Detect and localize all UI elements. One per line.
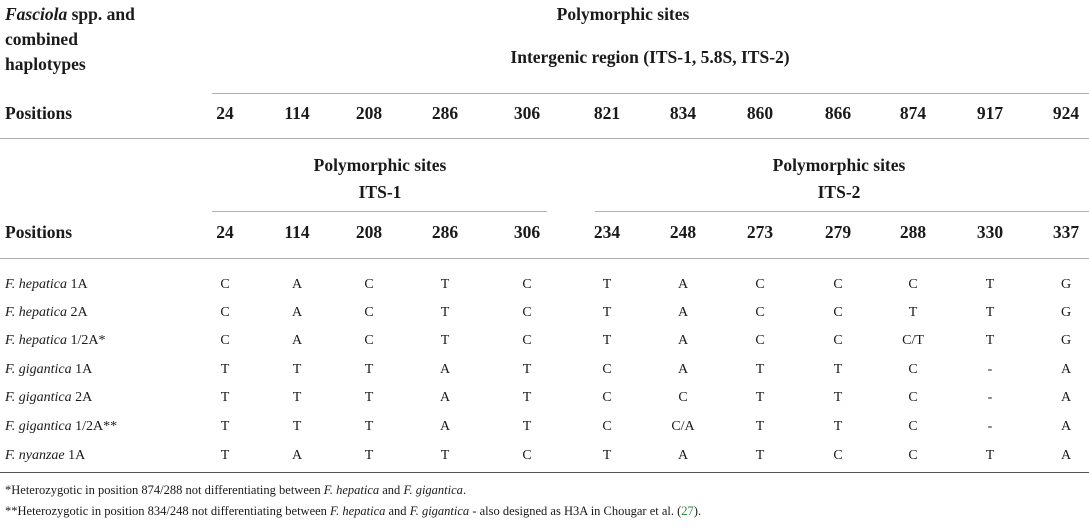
its-position-1: 114 bbox=[284, 222, 310, 242]
table-cell: A bbox=[1060, 419, 1072, 434]
table-cell: T bbox=[908, 305, 918, 320]
intergenic-position-1: 114 bbox=[284, 103, 310, 123]
table-cell: A bbox=[291, 333, 303, 348]
table-cell: - bbox=[987, 362, 993, 377]
table-cell: T bbox=[602, 305, 612, 320]
table-cell: T bbox=[755, 390, 765, 405]
table-cell: T bbox=[220, 390, 230, 405]
its-position-6: 248 bbox=[669, 222, 697, 242]
table-cell: A bbox=[677, 305, 689, 320]
table-cell: C bbox=[678, 390, 688, 405]
table-cell: G bbox=[1060, 305, 1072, 320]
row-label: F. gigantica 2A bbox=[5, 390, 93, 405]
species-header-line3: haplotypes bbox=[5, 54, 86, 74]
table-cell: C bbox=[220, 305, 230, 320]
table-cell: T bbox=[755, 448, 765, 463]
table-cell: A bbox=[439, 419, 451, 434]
table-cell: T bbox=[440, 277, 450, 292]
table-cell: C/A bbox=[671, 419, 695, 434]
table-cell: A bbox=[1060, 390, 1072, 405]
table-cell: C bbox=[220, 333, 230, 348]
its-position-10: 330 bbox=[976, 222, 1004, 242]
its-position-3: 286 bbox=[431, 222, 459, 242]
intergenic-position-3: 286 bbox=[431, 103, 459, 123]
footnote-1: *Heterozygotic in position 874/288 not differentiating between F. hepatica and F. gigantica. bbox=[5, 483, 467, 497]
table-cell: T bbox=[522, 419, 532, 434]
table-cell: G bbox=[1060, 333, 1072, 348]
row-label: F. hepatica 1A bbox=[5, 277, 88, 292]
its-position-7: 273 bbox=[746, 222, 774, 242]
table-cell: T bbox=[522, 362, 532, 377]
table-cell: C bbox=[908, 419, 918, 434]
table-cell: C bbox=[755, 333, 765, 348]
table-cell: - bbox=[987, 419, 993, 434]
row-label: F. gigantica 1A bbox=[5, 362, 93, 377]
its-position-2: 208 bbox=[355, 222, 383, 242]
table-cell: G bbox=[1060, 277, 1072, 292]
table-cell: T bbox=[440, 448, 450, 463]
its1-title: Polymorphic sites bbox=[313, 155, 447, 175]
table-cell: A bbox=[291, 448, 303, 463]
table-cell: T bbox=[833, 390, 843, 405]
table-cell: C bbox=[833, 333, 843, 348]
intergenic-position-8: 866 bbox=[824, 103, 852, 123]
table-cell: A bbox=[439, 362, 451, 377]
table-cell: T bbox=[220, 362, 230, 377]
top-subtitle: Intergenic region (ITS-1, 5.8S, ITS-2) bbox=[510, 47, 790, 67]
table-cell: C bbox=[833, 448, 843, 463]
table-cell: T bbox=[985, 333, 995, 348]
its1-span-rule bbox=[212, 211, 547, 212]
species-header-line2: combined bbox=[5, 29, 78, 49]
row-label: F. hepatica 1/2A* bbox=[5, 333, 106, 348]
divider-rule-1 bbox=[0, 138, 1089, 139]
table-cell: C bbox=[522, 277, 532, 292]
table-cell: C bbox=[833, 277, 843, 292]
table-cell: C/T bbox=[902, 333, 924, 348]
table-cell: T bbox=[602, 448, 612, 463]
its-position-5: 234 bbox=[593, 222, 621, 242]
its2-title: Polymorphic sites bbox=[772, 155, 906, 175]
table-cell: T bbox=[522, 390, 532, 405]
intergenic-position-0: 24 bbox=[216, 103, 234, 123]
top-title: Polymorphic sites bbox=[556, 4, 690, 24]
table-cell: A bbox=[291, 305, 303, 320]
top-span-rule bbox=[212, 93, 1089, 94]
table-cell: C bbox=[908, 390, 918, 405]
table-cell: A bbox=[677, 333, 689, 348]
table-cell: T bbox=[364, 362, 374, 377]
divider-rule-2 bbox=[0, 258, 1089, 259]
row-label: F. gigantica 1/2A** bbox=[5, 419, 118, 434]
intergenic-position-11: 924 bbox=[1052, 103, 1080, 123]
table-cell: T bbox=[292, 419, 302, 434]
its-position-11: 337 bbox=[1052, 222, 1080, 242]
intergenic-position-10: 917 bbox=[976, 103, 1004, 123]
table-cell: A bbox=[677, 448, 689, 463]
genus-name: Fasciola bbox=[5, 4, 68, 24]
intergenic-position-4: 306 bbox=[513, 103, 541, 123]
table-cell: C bbox=[833, 305, 843, 320]
table-cell: C bbox=[522, 448, 532, 463]
its2-subtitle: ITS-2 bbox=[817, 182, 861, 202]
table-cell: C bbox=[908, 277, 918, 292]
table-cell: A bbox=[677, 277, 689, 292]
row-label: F. nyanzae 1A bbox=[5, 448, 86, 463]
intergenic-position-7: 860 bbox=[746, 103, 774, 123]
intergenic-position-6: 834 bbox=[669, 103, 697, 123]
table-cell: A bbox=[1060, 362, 1072, 377]
its2-span-rule bbox=[595, 211, 1089, 212]
table-cell: C bbox=[908, 362, 918, 377]
table-cell: T bbox=[985, 305, 995, 320]
table-cell: C bbox=[522, 305, 532, 320]
table-cell: T bbox=[220, 448, 230, 463]
intergenic-position-2: 208 bbox=[355, 103, 383, 123]
table-cell: T bbox=[985, 448, 995, 463]
table-cell: T bbox=[364, 448, 374, 463]
table-cell: C bbox=[602, 419, 612, 434]
table-cell: A bbox=[291, 277, 303, 292]
its-position-8: 279 bbox=[824, 222, 852, 242]
table-cell: T bbox=[440, 305, 450, 320]
footnote-2: **Heterozygotic in position 834/248 not differentiating between F. hepatica and F. gigantica - also designed as H3A in Chougar et al. (27). bbox=[5, 504, 702, 518]
species-header-text: spp. and bbox=[71, 4, 135, 24]
table-cell: C bbox=[602, 362, 612, 377]
table-cell: T bbox=[985, 277, 995, 292]
table-cell: C bbox=[522, 333, 532, 348]
table-cell: T bbox=[220, 419, 230, 434]
table-cell: T bbox=[364, 419, 374, 434]
positions-label-1: Positions bbox=[5, 103, 73, 123]
its-position-4: 306 bbox=[513, 222, 541, 242]
its1-subtitle: ITS-1 bbox=[358, 182, 402, 202]
table-cell: T bbox=[833, 362, 843, 377]
table-cell: T bbox=[292, 390, 302, 405]
its-position-0: 24 bbox=[216, 222, 234, 242]
table-cell: C bbox=[755, 277, 765, 292]
table-cell: T bbox=[602, 277, 612, 292]
table-cell: T bbox=[292, 362, 302, 377]
its-position-9: 288 bbox=[899, 222, 927, 242]
table-cell: T bbox=[602, 333, 612, 348]
table-cell: C bbox=[364, 277, 374, 292]
table-cell: C bbox=[755, 305, 765, 320]
table-cell: C bbox=[364, 305, 374, 320]
table-cell: A bbox=[677, 362, 689, 377]
table-bottom-rule bbox=[0, 472, 1089, 473]
intergenic-position-9: 874 bbox=[899, 103, 927, 123]
row-label: F. hepatica 2A bbox=[5, 305, 88, 320]
table-cell: T bbox=[755, 419, 765, 434]
reference-link[interactable]: 27 bbox=[681, 504, 694, 518]
table-cell: - bbox=[987, 390, 993, 405]
intergenic-position-5: 821 bbox=[593, 103, 621, 123]
positions-label-2: Positions bbox=[5, 222, 73, 242]
table-cell: A bbox=[439, 390, 451, 405]
species-header-line1 bbox=[5, 4, 135, 25]
table-cell: C bbox=[908, 448, 918, 463]
table-cell: T bbox=[364, 390, 374, 405]
table-cell: T bbox=[755, 362, 765, 377]
table-cell: A bbox=[1060, 448, 1072, 463]
table-cell: C bbox=[602, 390, 612, 405]
table-cell: T bbox=[833, 419, 843, 434]
table-cell: C bbox=[364, 333, 374, 348]
table-cell: C bbox=[220, 277, 230, 292]
table-cell: T bbox=[440, 333, 450, 348]
